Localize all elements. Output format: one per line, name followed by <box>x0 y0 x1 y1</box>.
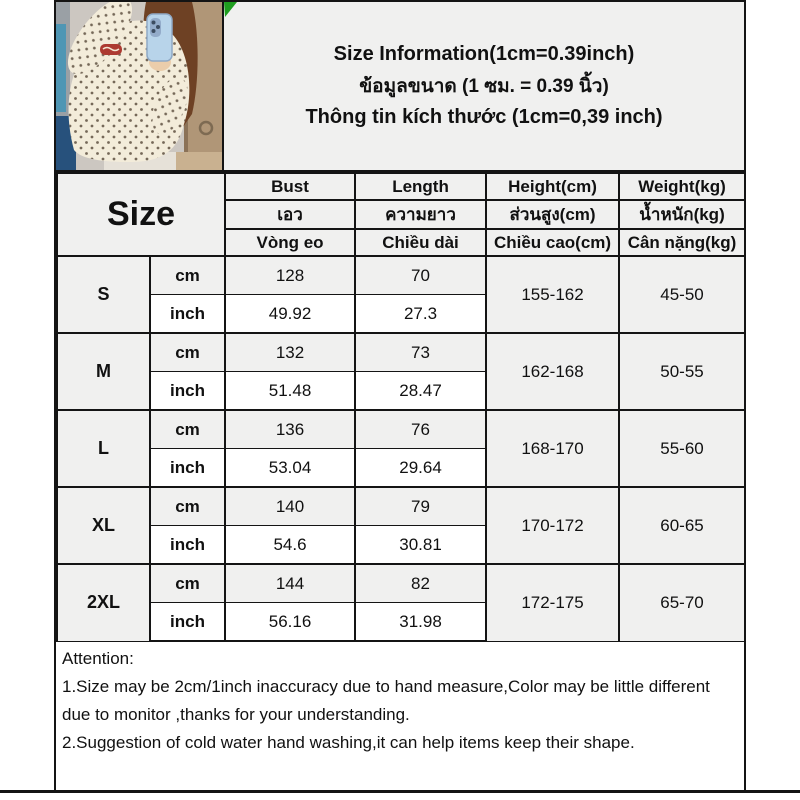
col-weight-th: น้ำหนัก(kg) <box>619 200 745 229</box>
size-corner-cell: Size <box>57 173 225 256</box>
attention-title: Attention: <box>62 649 134 668</box>
length-cm-value: 76 <box>355 410 486 449</box>
floor <box>174 152 222 170</box>
height-range: 155-162 <box>486 256 619 333</box>
bust-inch-value: 51.48 <box>225 372 355 411</box>
bust-cm-value: 132 <box>225 333 355 372</box>
green-corner-marker-icon <box>224 2 238 18</box>
mirror-selfie-illustration <box>56 2 222 170</box>
height-range: 168-170 <box>486 410 619 487</box>
col-height-vi: Chiều cao(cm) <box>486 229 619 256</box>
col-length-th: ความยาว <box>355 200 486 229</box>
col-length-en: Length <box>355 173 486 200</box>
height-range: 162-168 <box>486 333 619 410</box>
length-cm-value: 73 <box>355 333 486 372</box>
unit-inch: inch <box>150 603 225 642</box>
size-label: 2XL <box>57 564 150 641</box>
col-bust-vi: Vòng eo <box>225 229 355 256</box>
size-label: L <box>57 410 150 487</box>
unit-inch: inch <box>150 295 225 334</box>
col-weight-en: Weight(kg) <box>619 173 745 200</box>
height-range: 172-175 <box>486 564 619 641</box>
length-cm-value: 82 <box>355 564 486 603</box>
table-row <box>57 410 745 449</box>
title-vietnamese: Thông tin kích thước (1cm=0,39 inch) <box>305 106 663 128</box>
attention-note-1: 1.Size may be 2cm/1inch inaccuracy due to hand measure,Color may be little different due to monitor ,thanks for your understanding. <box>62 677 710 724</box>
weight-range: 45-50 <box>619 256 745 333</box>
size-label: S <box>57 256 150 333</box>
weight-range: 65-70 <box>619 564 745 641</box>
size-label: XL <box>57 487 150 564</box>
unit-cm: cm <box>150 333 225 372</box>
unit-inch: inch <box>150 449 225 488</box>
bust-cm-value: 136 <box>225 410 355 449</box>
bust-inch-value: 49.92 <box>225 295 355 334</box>
col-weight-vi: Cân nặng(kg) <box>619 229 745 256</box>
weight-range: 50-55 <box>619 333 745 410</box>
unit-inch: inch <box>150 526 225 565</box>
unit-cm: cm <box>150 410 225 449</box>
length-cm-value: 70 <box>355 256 486 295</box>
bust-cm-value: 128 <box>225 256 355 295</box>
col-height-th: ส่วนสูง(cm) <box>486 200 619 229</box>
length-cm-value: 79 <box>355 487 486 526</box>
bust-cm-value: 140 <box>225 487 355 526</box>
attention-note-2: 2.Suggestion of cold water hand washing,it can help items keep their shape. <box>62 733 635 752</box>
product-photo <box>56 2 224 170</box>
col-length-vi: Chiều dài <box>355 229 486 256</box>
length-inch-value: 31.98 <box>355 603 486 642</box>
col-bust-th: เอว <box>225 200 355 229</box>
size-table <box>56 172 746 642</box>
title-thai: ข้อมูลขนาด (1 ซม. = 0.39 นิ้ว) <box>359 76 609 97</box>
table-row <box>57 564 745 603</box>
col-bust-en: Bust <box>225 173 355 200</box>
bottom-border-line <box>0 790 800 793</box>
weight-range: 60-65 <box>619 487 745 564</box>
size-label: M <box>57 333 150 410</box>
length-inch-value: 28.47 <box>355 372 486 411</box>
unit-cm: cm <box>150 487 225 526</box>
title-english: Size Information(1cm=0.39inch) <box>333 43 635 65</box>
table-row <box>57 487 745 526</box>
top-section <box>56 2 744 172</box>
length-inch-value: 30.81 <box>355 526 486 565</box>
size-info-header <box>224 2 744 170</box>
header-row-english <box>57 173 745 200</box>
length-inch-value: 27.3 <box>355 295 486 334</box>
length-inch-value: 29.64 <box>355 449 486 488</box>
bust-inch-value: 53.04 <box>225 449 355 488</box>
col-height-en: Height(cm) <box>486 173 619 200</box>
table-row <box>57 256 745 295</box>
unit-cm: cm <box>150 564 225 603</box>
bust-inch-value: 54.6 <box>225 526 355 565</box>
table-row <box>57 333 745 372</box>
teal-glass <box>56 24 66 112</box>
bust-cm-value: 144 <box>225 564 355 603</box>
weight-range: 55-60 <box>619 410 745 487</box>
unit-inch: inch <box>150 372 225 411</box>
height-range: 170-172 <box>486 487 619 564</box>
unit-cm: cm <box>150 256 225 295</box>
attention-section <box>56 642 744 788</box>
bust-inch-value: 56.16 <box>225 603 355 642</box>
size-chart-sheet <box>54 0 746 793</box>
